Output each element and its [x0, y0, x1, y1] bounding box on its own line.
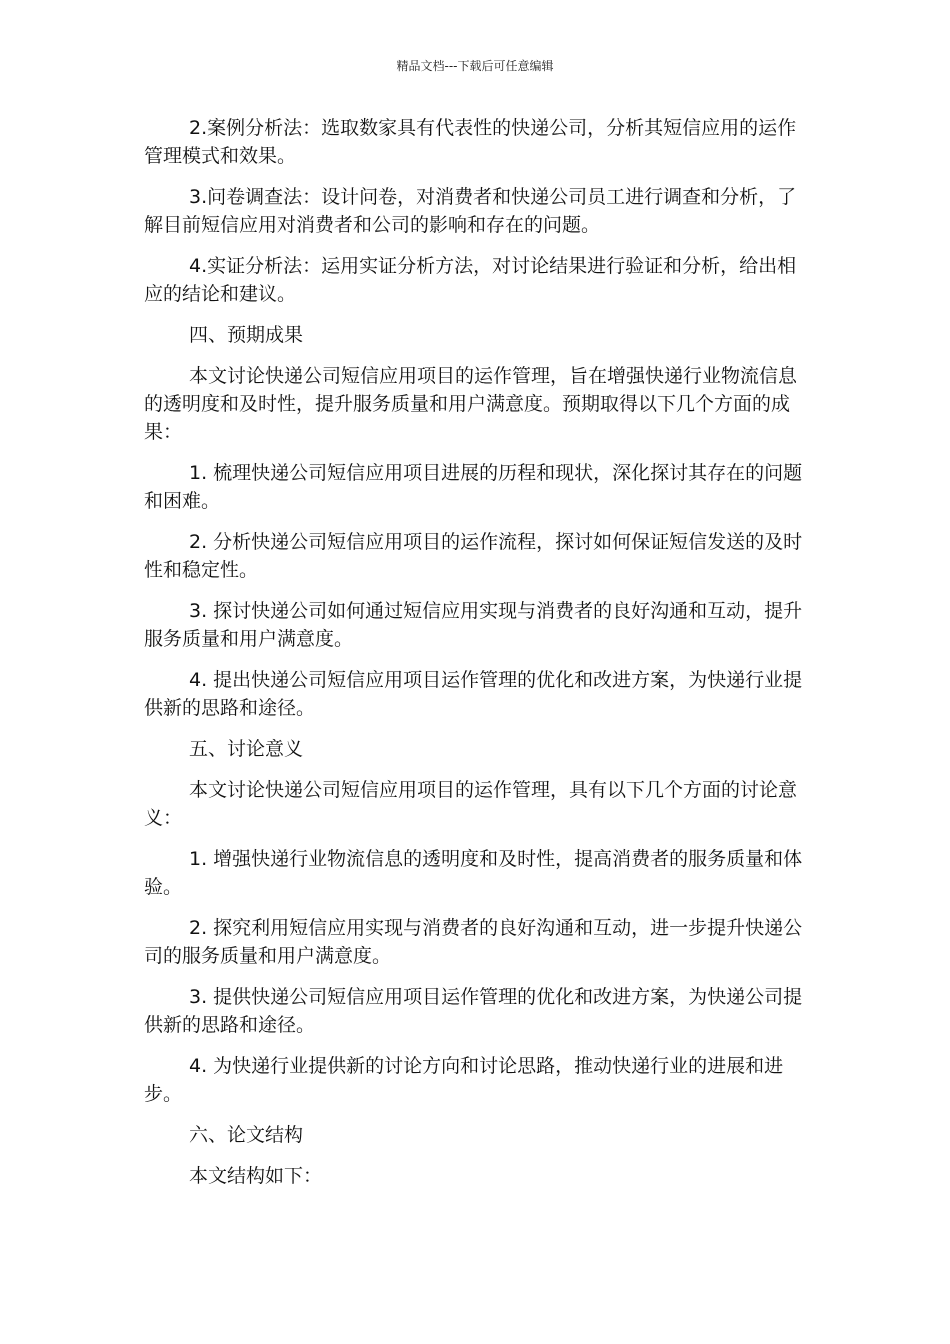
paragraph: 本文讨论快递公司短信应用项目的运作管理，旨在增强快递行业物流信息的透明度和及时性，提升服务质量和用户满意度。预期取得以下几个方面的成果：: [144, 365, 798, 443]
paragraph: 4.实证分析法：运用实证分析方法，对讨论结果进行验证和分析，给出相应的结论和建议。: [144, 255, 797, 305]
paragraph: 3. 提供快递公司短信应用项目运作管理的优化和改进方案，为快递公司提供新的思路和途径。: [144, 986, 803, 1036]
paragraph: 2. 分析快递公司短信应用项目的运作流程，探讨如何保证短信发送的及时性和稳定性。: [144, 531, 803, 581]
paragraph: 本文结构如下：: [189, 1165, 323, 1187]
page-header: 精品文档---下载后可任意编辑: [396, 59, 554, 73]
paragraph: 1. 梳理快递公司短信应用项目进展的历程和现状，深化探讨其存在的问题和困难。: [144, 462, 803, 512]
section-heading: 四、预期成果: [189, 324, 304, 346]
paragraph: 4. 提出快递公司短信应用项目运作管理的优化和改进方案，为快递行业提供新的思路和途径。: [144, 669, 803, 719]
paragraph: 2.案例分析法：选取数家具有代表性的快递公司，分析其短信应用的运作管理模式和效果。: [144, 117, 797, 167]
paragraph: 1. 增强快递行业物流信息的透明度和及时性，提高消费者的服务质量和体验。: [144, 848, 803, 898]
paragraph: 3. 探讨快递公司如何通过短信应用实现与消费者的良好沟通和互动，提升服务质量和用户满意度。: [144, 600, 803, 650]
paragraph: 4. 为快递行业提供新的讨论方向和讨论思路，推动快递行业的进展和进步。: [144, 1055, 784, 1105]
section-heading: 六、论文结构: [189, 1124, 304, 1146]
document-body: [144, 114, 809, 1203]
paragraph: 2. 探究利用短信应用实现与消费者的良好沟通和互动，进一步提升快递公司的服务质量和用户满意度。: [144, 917, 803, 967]
paragraph: 3.问卷调查法：设计问卷，对消费者和快递公司员工进行调查和分析，了解目前短信应用对消费者和公司的影响和存在的问题。: [144, 186, 797, 236]
section-heading: 五、讨论意义: [189, 738, 304, 760]
paragraph: 本文讨论快递公司短信应用项目的运作管理，具有以下几个方面的讨论意义：: [144, 779, 798, 829]
